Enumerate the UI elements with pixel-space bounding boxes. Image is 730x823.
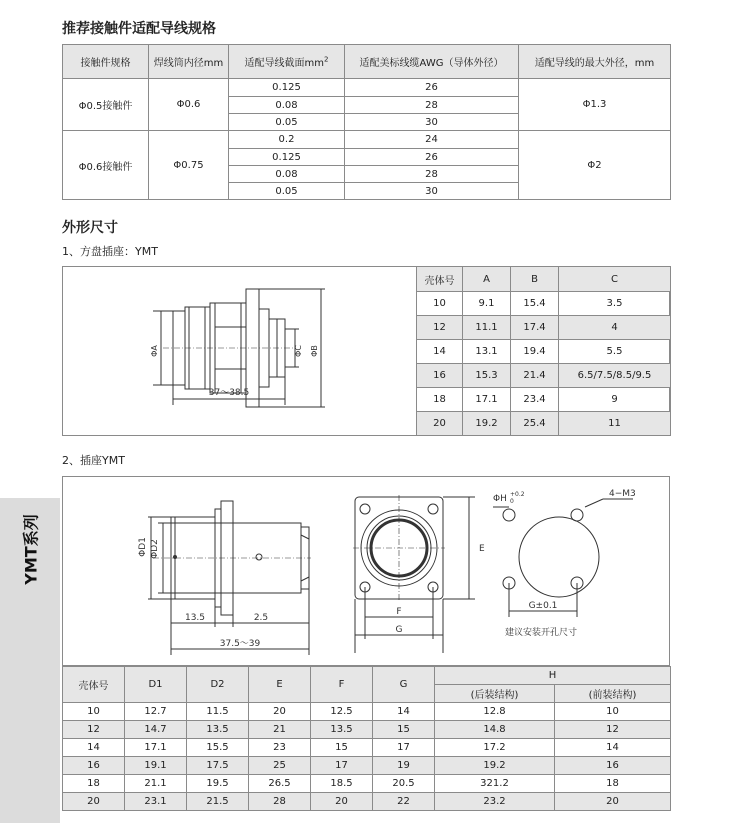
header-h-rear: (后装结构) [435, 685, 555, 703]
cell: 23 [249, 739, 311, 757]
side-tab-label: YMT系列 [21, 514, 41, 585]
label-4m3: 4−M3 [609, 489, 636, 499]
label-g: G [395, 625, 403, 635]
cell: 12 [555, 721, 671, 739]
cell: 25 [249, 757, 311, 775]
label-length: 37～38.5 [208, 388, 250, 398]
cell: 19.5 [187, 775, 249, 793]
cell: 17.2 [435, 739, 555, 757]
cell-shell: 10 [417, 292, 463, 316]
header-c: C [559, 267, 671, 292]
header-inner-diameter: 焊线筒内径mm [149, 45, 229, 79]
cell-shell: 16 [417, 364, 463, 388]
cell: 20.5 [373, 775, 435, 793]
cell: 17.1 [125, 739, 187, 757]
cell: 13.5 [311, 721, 373, 739]
label-13-5: 13.5 [184, 613, 206, 623]
cell: 18 [63, 775, 125, 793]
wire-spec-table [62, 44, 671, 200]
cell: 20 [311, 793, 373, 811]
cell: 14 [63, 739, 125, 757]
cell-section: 0.125 [229, 149, 345, 166]
cell-a: 11.1 [463, 316, 511, 340]
section-title-dimensions: 外形尺寸 [62, 220, 118, 236]
cell: 26.5 [249, 775, 311, 793]
cell: 23.1 [125, 793, 187, 811]
header-shell: 壳体号 [63, 667, 125, 703]
header-e: E [249, 667, 311, 703]
cell: 18.5 [311, 775, 373, 793]
cell: 12.7 [125, 703, 187, 721]
cell: 15 [311, 739, 373, 757]
cell-b: 17.4 [511, 316, 559, 340]
header-max-od: 适配导线的最大外径，mm [519, 45, 671, 79]
drawing-ymt-flange [63, 267, 417, 435]
cell-spec: Φ0.6接触件 [63, 131, 149, 200]
flange-dimension-table [416, 266, 671, 436]
cell-awg: 28 [345, 166, 519, 183]
header-wire-section: 适配导线截面$mm^2$ [229, 45, 345, 79]
cell-awg: 30 [345, 114, 519, 131]
cell: 20 [63, 793, 125, 811]
cell-c: 6.5/7.5/8.5/9.5 [559, 364, 671, 388]
header-d2: D2 [187, 667, 249, 703]
cell-c: 4 [559, 316, 671, 340]
label-h-sup: +0.2 [510, 491, 525, 498]
cell: 12 [63, 721, 125, 739]
cell: 28 [249, 793, 311, 811]
label-h-sub: 0 [510, 498, 514, 505]
label-phi-c: ΦC [294, 345, 303, 357]
cell-awg: 24 [345, 131, 519, 149]
cell-c: 3.5 [559, 292, 671, 316]
header-contact-spec: 接触件规格 [63, 45, 149, 79]
cell-max: Φ2 [519, 131, 671, 200]
cell: 21.1 [125, 775, 187, 793]
cell: 21 [249, 721, 311, 739]
cell-c: 11 [559, 412, 671, 436]
cell: 18 [555, 775, 671, 793]
cell: 13.5 [187, 721, 249, 739]
cell: 22 [373, 793, 435, 811]
label-phi-b: ΦB [310, 345, 319, 357]
cell-awg: 30 [345, 183, 519, 200]
header-h: H [435, 667, 671, 685]
cell-b: 15.4 [511, 292, 559, 316]
header-h-front: (前装结构) [555, 685, 671, 703]
cell-inner: Φ0.75 [149, 131, 229, 200]
cell: 23.2 [435, 793, 555, 811]
cell: 12.5 [311, 703, 373, 721]
label-phi-a: ΦA [150, 345, 159, 357]
cell: 19 [373, 757, 435, 775]
section-title-wire-spec: 推荐接触件适配导线规格 [62, 21, 216, 37]
cell: 10 [555, 703, 671, 721]
cell-b: 21.4 [511, 364, 559, 388]
label-hole-caption: 建议安装开孔尺寸 [504, 628, 578, 638]
cell-section: 0.08 [229, 97, 345, 114]
cell: 19.2 [435, 757, 555, 775]
drawing-frame-2 [62, 476, 670, 666]
cell-b: 23.4 [511, 388, 559, 412]
header-awg: 适配美标线缆AWG（导体外径） [345, 45, 519, 79]
cell-section: 0.125 [229, 79, 345, 97]
label-phi-d1: ΦD1 [138, 537, 148, 557]
label-overall-length: 37.5～39 [219, 639, 261, 649]
cell: 15.5 [187, 739, 249, 757]
cell: 17 [311, 757, 373, 775]
cell-a: 15.3 [463, 364, 511, 388]
cell-b: 19.4 [511, 340, 559, 364]
subtitle-socket: 2、插座YMT [62, 454, 125, 467]
label-phi-h: ΦH [493, 494, 507, 504]
cell: 20 [555, 793, 671, 811]
cell: 14.8 [435, 721, 555, 739]
cell-awg: 28 [345, 97, 519, 114]
side-tab-series [0, 498, 60, 823]
cell: 11.5 [187, 703, 249, 721]
cell-section: 0.2 [229, 131, 345, 149]
label-g-tol: G±0.1 [528, 601, 558, 611]
label-e: E [479, 544, 485, 554]
header-shell: 壳体号 [417, 267, 463, 292]
cell-a: 17.1 [463, 388, 511, 412]
header-g: G [373, 667, 435, 703]
cell-awg: 26 [345, 149, 519, 166]
header-d1: D1 [125, 667, 187, 703]
cell-spec: Φ0.5接触件 [63, 79, 149, 131]
cell: 17.5 [187, 757, 249, 775]
cell: 12.8 [435, 703, 555, 721]
cell: 14 [373, 703, 435, 721]
cell: 16 [63, 757, 125, 775]
header-a: A [463, 267, 511, 292]
label-phi-d2: ΦD2 [150, 539, 160, 559]
cell: 14 [555, 739, 671, 757]
cell: 20 [249, 703, 311, 721]
header-b: B [511, 267, 559, 292]
label-2-5: 2.5 [253, 613, 269, 623]
cell: 19.1 [125, 757, 187, 775]
cell-shell: 12 [417, 316, 463, 340]
cell-section: 0.08 [229, 166, 345, 183]
socket-dimension-table [62, 666, 671, 811]
cell-inner: Φ0.6 [149, 79, 229, 131]
cell: 17 [373, 739, 435, 757]
cell: 15 [373, 721, 435, 739]
header-f: F [311, 667, 373, 703]
cell-shell: 14 [417, 340, 463, 364]
cell-a: 13.1 [463, 340, 511, 364]
subtitle-square-flange: 1、方盘插座：YMT [62, 245, 158, 258]
cell: 21.5 [187, 793, 249, 811]
cell: 10 [63, 703, 125, 721]
cell-a: 9.1 [463, 292, 511, 316]
drawing-ymt-socket [63, 477, 669, 665]
label-f: F [396, 607, 402, 617]
cell-a: 19.2 [463, 412, 511, 436]
cell: 14.7 [125, 721, 187, 739]
cell: 16 [555, 757, 671, 775]
cell-c: 9 [559, 388, 671, 412]
cell-shell: 18 [417, 388, 463, 412]
cell-b: 25.4 [511, 412, 559, 436]
cell-awg: 26 [345, 79, 519, 97]
cell-c: 5.5 [559, 340, 671, 364]
cell: 321.2 [435, 775, 555, 793]
cell-section: 0.05 [229, 114, 345, 131]
cell-max: Φ1.3 [519, 79, 671, 131]
cell-section: 0.05 [229, 183, 345, 200]
cell-shell: 20 [417, 412, 463, 436]
